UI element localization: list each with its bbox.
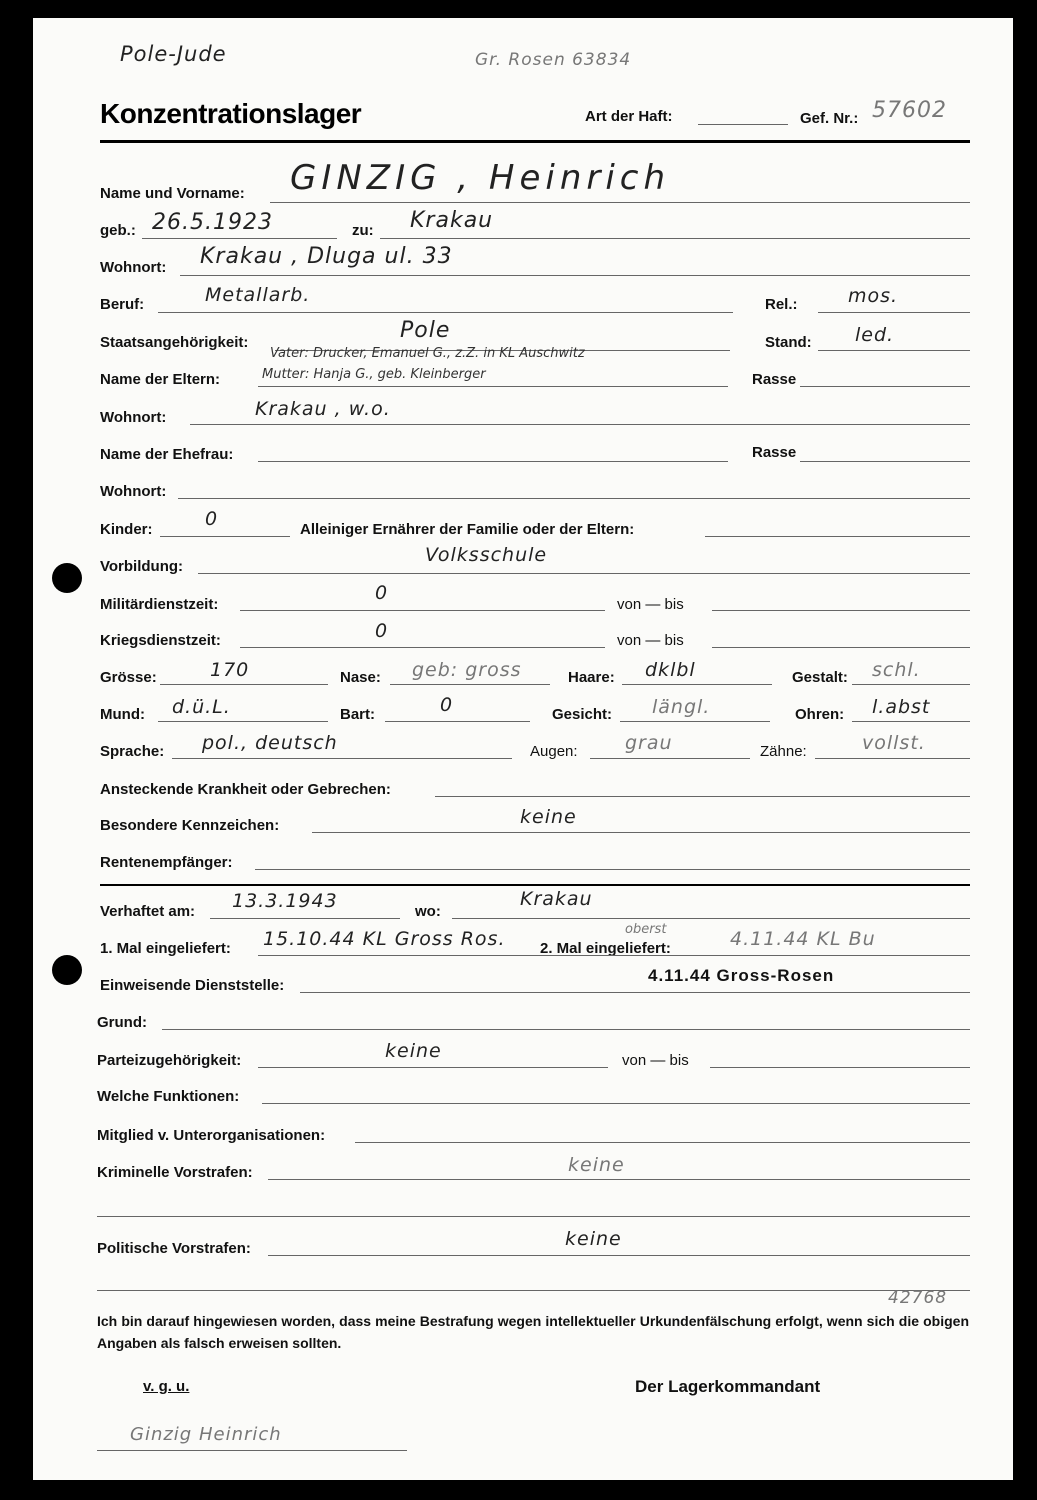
haare-value: dklbl [645, 659, 696, 681]
renten-label: Rentenempfänger: [100, 854, 233, 871]
kriegsdienst-value: 0 [375, 620, 389, 642]
art-der-haft-label: Art der Haft: [585, 108, 673, 125]
wo-label: wo: [415, 903, 441, 920]
haare-label: Haare: [568, 669, 615, 686]
page-title: Konzentrationslager [100, 98, 362, 129]
section-rule [100, 884, 970, 886]
signature: Ginzig Heinrich [130, 1424, 282, 1445]
zu-label: zu: [352, 222, 374, 239]
dienststelle-label: Einweisende Dienststelle: [100, 977, 285, 994]
zu-value: Krakau [410, 208, 494, 233]
wohnort2-label: Wohnort: [100, 409, 167, 426]
name-value: GINZIG , Heinrich [290, 158, 671, 198]
unterorg-label: Mitglied v. Unterorganisationen: [97, 1127, 326, 1144]
gesicht-value: längl. [652, 696, 711, 718]
eltern-label: Name der Eltern: [100, 371, 221, 388]
mal2-note: oberst [625, 922, 667, 937]
header-rule [100, 140, 970, 143]
vorbildung-value: Volksschule [425, 544, 548, 566]
wohnort-label: Wohnort: [100, 259, 167, 276]
ohren-value: l.abst [872, 696, 931, 718]
nase-label: Nase: [340, 669, 381, 686]
zaehne-label: Zähne: [760, 743, 807, 760]
kennzeichen-label: Besondere Kennzeichen: [100, 817, 280, 834]
militaer-von-bis-label: von — bis [617, 596, 684, 613]
mund-label: Mund: [100, 706, 145, 723]
top-left-note: Pole-Jude [120, 42, 227, 66]
staatsangehoerigkeit-label: Staatsangehörigkeit: [100, 334, 249, 351]
stand-value: led. [855, 324, 895, 346]
ansteckende-label: Ansteckende Krankheit oder Gebrechen: [100, 781, 391, 798]
geb-value: 26.5.1923 [152, 210, 273, 235]
sprache-value: pol., deutsch [202, 732, 338, 754]
eltern-vater-value: Vater: Drucker, Emanuel G., z.Z. in KL Auschwitz [270, 346, 585, 361]
bart-value: 0 [440, 694, 454, 716]
politische-label: Politische Vorstrafen: [97, 1240, 251, 1257]
partei-value: keine [385, 1040, 442, 1062]
gef-nr-label: Gef. Nr.: [800, 110, 859, 127]
mund-value: d.ü.L. [172, 696, 231, 718]
mal1-value: 15.10.44 KL Gross Ros. [263, 928, 506, 950]
name-label: Name und Vorname: [100, 185, 245, 202]
ernaehrer-label: Alleiniger Ernährer der Familie oder der Eltern: [300, 521, 635, 538]
rel-value: mos. [848, 285, 899, 307]
lagerkommandant-label: Der Lagerkommandant [635, 1377, 821, 1396]
ohren-label: Ohren: [795, 706, 845, 723]
zaehne-value: vollst. [862, 732, 926, 754]
top-center-note: Gr. Rosen 63834 [475, 50, 632, 70]
kriegsdienst-von-bis-label: von — bis [617, 632, 684, 649]
kriminelle-label: Kriminelle Vorstrafen: [97, 1164, 253, 1181]
militaer-label: Militärdienstzeit: [100, 596, 219, 613]
funktionen-label: Welche Funktionen: [97, 1088, 240, 1105]
punch-hole [52, 955, 82, 985]
vgu-label: v. g. u. [143, 1378, 190, 1395]
kriegsdienst-label: Kriegsdienstzeit: [100, 632, 221, 649]
verhaftet-value: 13.3.1943 [232, 890, 338, 912]
mal2-value: 4.11.44 KL Bu [730, 928, 876, 950]
groesse-label: Grösse: [100, 669, 157, 686]
gestalt-value: schl. [872, 659, 921, 681]
beruf-value: Metallarb. [205, 284, 311, 306]
eltern-mutter-value: Mutter: Hanja G., geb. Kleinberger [262, 367, 486, 382]
augen-value: grau [625, 732, 673, 754]
grund-label: Grund: [97, 1014, 147, 1031]
gestalt-label: Gestalt: [792, 669, 848, 686]
staatsangehoerigkeit-value: Pole [400, 318, 451, 343]
number-note: 42768 [888, 1288, 948, 1308]
dienststelle-stamp: 4.11.44 Gross-Rosen [648, 966, 835, 985]
nase-value: geb: gross [412, 659, 522, 681]
militaer-value: 0 [375, 582, 389, 604]
partei-von-bis-label: von — bis [622, 1052, 689, 1069]
rasse-label: Rasse [752, 371, 797, 388]
gef-nr-value: 57602 [872, 98, 947, 123]
augen-label: Augen: [530, 743, 578, 760]
gesicht-label: Gesicht: [552, 706, 613, 723]
mal1-label: 1. Mal eingeliefert: [100, 940, 231, 957]
bart-label: Bart: [340, 706, 376, 723]
verhaftet-label: Verhaftet am: [100, 903, 196, 920]
politische-value: keine [565, 1228, 622, 1250]
kinder-value: 0 [205, 508, 219, 530]
geb-label: geb.: [100, 222, 136, 239]
stand-label: Stand: [765, 334, 812, 351]
partei-label: Parteizugehörigkeit: [97, 1052, 242, 1069]
wohnort2-value: Krakau , w.o. [255, 398, 391, 420]
punch-hole [52, 563, 82, 593]
groesse-value: 170 [210, 659, 250, 681]
kriminelle-value: keine [568, 1154, 625, 1176]
vorbildung-label: Vorbildung: [100, 558, 184, 575]
wohnort3-label: Wohnort: [100, 483, 167, 500]
ehefrau-label: Name der Ehefrau: [100, 446, 234, 463]
declaration-text: Ich bin darauf hingewiesen worden, dass meine Bestrafung wegen intellektueller Urkundenfälschung erfolgt, wenn sich die obigen Angaben als falsch erweisen sollten. [97, 1313, 969, 1351]
mal2-label: 2. Mal eingeliefert: [540, 940, 671, 957]
rasse2-label: Rasse [752, 444, 797, 461]
wohnort-value: Krakau , Dluga ul. 33 [200, 244, 453, 269]
kinder-label: Kinder: [100, 521, 153, 538]
beruf-label: Beruf: [100, 296, 145, 313]
wo-value: Krakau [520, 888, 593, 910]
rel-label: Rel.: [765, 296, 798, 313]
sprache-label: Sprache: [100, 743, 165, 760]
kennzeichen-value: keine [520, 806, 577, 828]
